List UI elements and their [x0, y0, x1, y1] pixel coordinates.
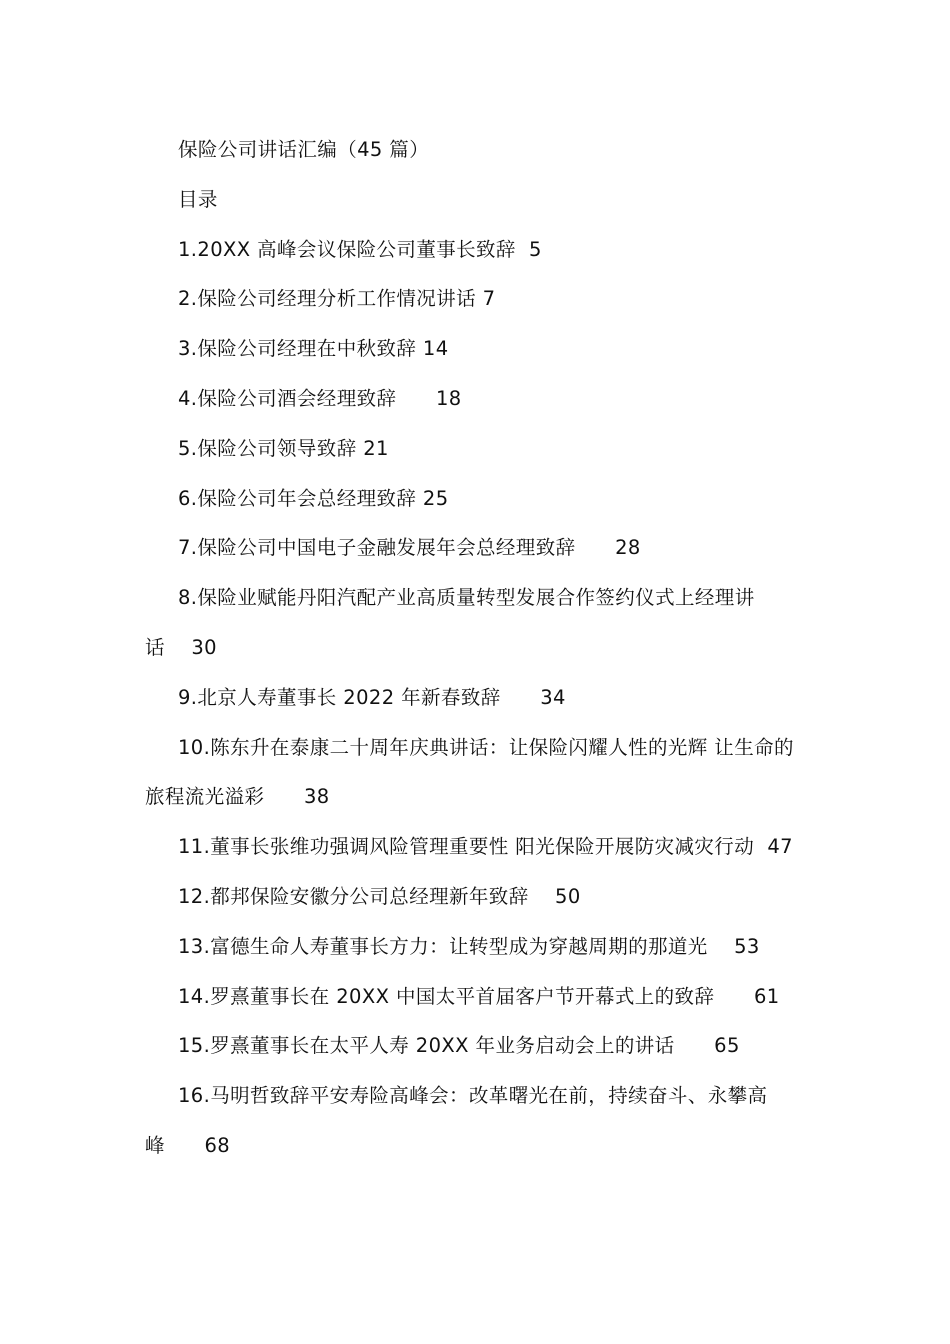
toc-entry [145, 225, 810, 275]
toc-entry-gap [675, 1034, 715, 1057]
toc-list [145, 225, 810, 1171]
toc-entry [145, 474, 810, 524]
toc-entry-gap [264, 785, 304, 808]
toc-entry [145, 523, 810, 573]
toc-entry [145, 822, 810, 872]
toc-entry-gap [714, 985, 754, 1008]
toc-entry-gap [416, 487, 423, 510]
toc-entry-gap [516, 238, 529, 261]
toc-entry [145, 1021, 810, 1071]
toc-entry-text: 13.富德生命人寿董事长方力：让转型成为穿越周期的那道光 [178, 934, 708, 958]
toc-entry-gap [396, 387, 436, 410]
toc-entry-gap [501, 686, 541, 709]
toc-entry-page-number: 14 [422, 337, 449, 361]
toc-entry-page-number: 28 [615, 536, 641, 560]
toc-entry [145, 872, 810, 922]
document-title: 保险公司讲话汇编（45 篇） [178, 138, 430, 161]
toc-entry-page-number: 68 [204, 1133, 231, 1157]
toc-entry-page-number: 18 [436, 386, 462, 410]
toc-entry-page-number: 21 [363, 436, 389, 460]
toc-entry [145, 573, 810, 673]
toc-entry-text: 14.罗熹董事长在 20XX 中国太平首届客户节开幕式上的致辞 [178, 984, 715, 1008]
toc-heading: 目录 [178, 187, 218, 211]
toc-entry-text: 6.保险公司年会总经理致辞 [178, 486, 417, 510]
toc-entry-gap [529, 885, 555, 908]
toc-entry-page-number: 65 [714, 1034, 740, 1058]
toc-entry-page-number: 30 [191, 635, 217, 659]
toc-entry-text: 7.保险公司中国电子金融发展年会总经理致辞 [178, 536, 576, 560]
toc-entry-text: 2.保险公司经理分析工作情况讲话 [178, 287, 477, 311]
toc-entry-gap [165, 636, 191, 659]
toc-entry-text: 4.保险公司酒会经理致辞 [178, 386, 397, 410]
toc-entry-page-number: 34 [540, 685, 566, 709]
document-content [145, 125, 810, 1171]
toc-entry [145, 374, 810, 424]
toc-entry [145, 424, 810, 474]
toc-entry-text: 11.董事长张维功强调风险管理重要性 阳光保险开展防灾减灾行动 [178, 835, 755, 859]
toc-entry-text: 10.陈东升在泰康二十周年庆典讲话：让保险闪耀人性的光辉 让生命的旅程流光溢彩 [145, 735, 794, 809]
toc-entry-gap [476, 287, 483, 310]
toc-entry [145, 274, 810, 324]
toc-entry [145, 972, 810, 1022]
toc-entry-gap [754, 835, 767, 858]
toc-entry-page-number: 50 [555, 884, 581, 908]
toc-entry-page-number: 5 [529, 237, 542, 261]
toc-entry-gap [576, 536, 616, 559]
toc-entry-page-number: 7 [482, 287, 496, 311]
toc-entry-page-number: 61 [753, 984, 780, 1008]
toc-entry-gap [165, 1134, 205, 1157]
toc-entry-page-number: 38 [304, 785, 330, 809]
toc-entry-gap [416, 337, 423, 360]
toc-entry-page-number: 25 [422, 486, 449, 510]
toc-entry-text: 15.罗熹董事长在太平人寿 20XX 年业务启动会上的讲话 [178, 1034, 675, 1058]
toc-entry-text: 3.保险公司经理在中秋致辞 [178, 337, 417, 361]
toc-entry-gap [708, 935, 734, 958]
toc-entry-text: 1.20XX 高峰会议保险公司董事长致辞 [178, 237, 516, 261]
toc-entry [145, 723, 810, 823]
toc-entry-text: 5.保险公司领导致辞 [178, 436, 357, 460]
toc-entry [145, 324, 810, 374]
toc-entry-page-number: 53 [734, 934, 760, 958]
toc-entry-text: 8.保险业赋能丹阳汽配产业高质量转型发展合作签约仪式上经理讲话 [145, 586, 755, 659]
toc-entry [145, 673, 810, 723]
toc-entry-page-number: 47 [767, 835, 793, 859]
toc-entry [145, 1071, 810, 1171]
toc-entry-text: 9.北京人寿董事长 2022 年新春致辞 [178, 685, 501, 709]
toc-entry [145, 922, 810, 972]
toc-entry-text: 12.都邦保险安徽分公司总经理新年致辞 [178, 884, 529, 908]
toc-entry-text: 16.马明哲致辞平安寿险高峰会：改革曙光在前，持续奋斗、永攀高峰 [145, 1084, 768, 1157]
